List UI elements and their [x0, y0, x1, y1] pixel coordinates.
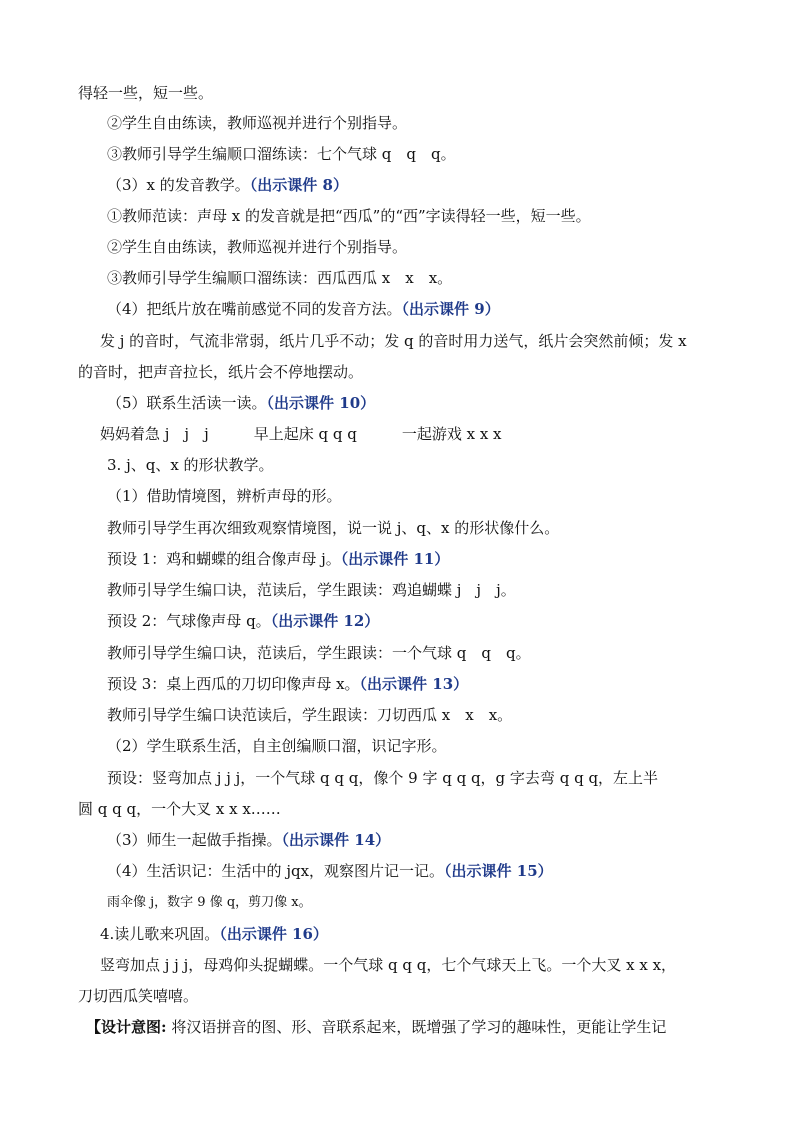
text-line: ②学生自由练读，教师巡视并进行个别指导。: [107, 114, 408, 132]
courseware-ref: （出示课件 15）: [444, 862, 553, 880]
text-line: （3）师生一起做手指操。（出示课件 14）: [107, 831, 391, 849]
text-line: 4.读儿歌来巩固。（出示课件 16）: [100, 925, 328, 943]
text-line: 竖弯加点 j j j，母鸡仰头捉蝴蝶。一个气球 q q q，七个气球天上飞。一个大叉 x x x，: [100, 956, 677, 974]
text-line: 圆 q q q，一个大叉 x x x……: [78, 800, 281, 818]
text-line: 得轻一些，短一些。: [78, 84, 214, 102]
courseware-ref: （出示课件 8）: [249, 176, 348, 194]
text-line: 刀切西瓜笑嘻嘻。: [78, 987, 199, 1005]
text-line: ②学生自由练读，教师巡视并进行个别指导。: [107, 238, 408, 256]
text-line: ③教师引导学生编顺口溜练读：西瓜西瓜 x x x。: [107, 269, 453, 287]
courseware-ref: （出示课件 9）: [401, 300, 500, 318]
courseware-ref: （出示课件 16）: [219, 925, 328, 943]
text-line: 教师引导学生编口诀，范读后，学生跟读：鸡追蝴蝶 j j j。: [107, 581, 516, 599]
text-line: ①教师范读：声母 x 的发音就是把“西瓜”的“西”字读得轻一些，短一些。: [107, 207, 591, 225]
text-line: （1）借助情境图，辨析声母的形。: [107, 487, 342, 505]
text-line: （5）联系生活读一读。（出示课件 10）: [107, 394, 376, 412]
text-line: 预设：竖弯加点 j j j，一个气球 q q q，像个 9 字 q q q，g 字去弯 q q q，左上半: [107, 769, 659, 787]
text-line: （2）学生联系生活，自主创编顺口溜，识记字形。: [107, 737, 447, 755]
courseware-ref: （出示课件 11）: [340, 550, 450, 568]
text-line: 3. j、q、x 的形状教学。: [107, 456, 274, 474]
text-line: 雨伞像 j，数字 9 像 q，剪刀像 x。: [107, 895, 312, 910]
courseware-ref: （出示课件 12）: [270, 612, 380, 630]
text-line: 教师引导学生再次细致观察情境图，说一说 j、q、x 的形状像什么。: [107, 519, 560, 537]
text-line: （4）生活识记：生活中的 jqx，观察图片记一记。（出示课件 15）: [107, 862, 553, 880]
text-line: 的音时，把声音拉长，纸片会不停地摆动。: [78, 363, 364, 381]
text-line: （4）把纸片放在嘴前感觉不同的发音方法。（出示课件 9）: [107, 300, 500, 318]
text-line: ③教师引导学生编顺口溜练读：七个气球 q q q。: [107, 145, 456, 163]
text-line: 教师引导学生编口诀，范读后，学生跟读：一个气球 q q q。: [107, 644, 531, 662]
text-line: 预设 1：鸡和蝴蝶的组合像声母 j。（出示课件 11）: [107, 550, 450, 568]
courseware-ref: （出示课件 10）: [266, 394, 376, 412]
courseware-ref: （出示课件 14）: [281, 831, 391, 849]
text-line: （3）x 的发音教学。（出示课件 8）: [107, 176, 348, 194]
design-intent-line: 【设计意图: 将汉语拼音的图、形、音联系起来，既增强了学习的趣味性，更能让学生记: [86, 1018, 667, 1036]
text-line: 预设 2：气球像声母 q。（出示课件 12）: [107, 612, 380, 630]
design-intent-tag: 【设计意图:: [86, 1018, 167, 1036]
text-line: 预设 3：桌上西瓜的刀切印像声母 x。（出示课件 13）: [107, 675, 469, 693]
text-line: 发 j 的音时，气流非常弱，纸片几乎不动；发 q 的音时用力送气，纸片会突然前倾；发 x: [100, 332, 687, 350]
text-line: 教师引导学生编口诀范读后，学生跟读：刀切西瓜 x x x。: [107, 706, 513, 724]
courseware-ref: （出示课件 13）: [359, 675, 469, 693]
text-line: 妈妈着急 j j j 早上起床 q q q 一起游戏 x x x: [100, 425, 502, 443]
